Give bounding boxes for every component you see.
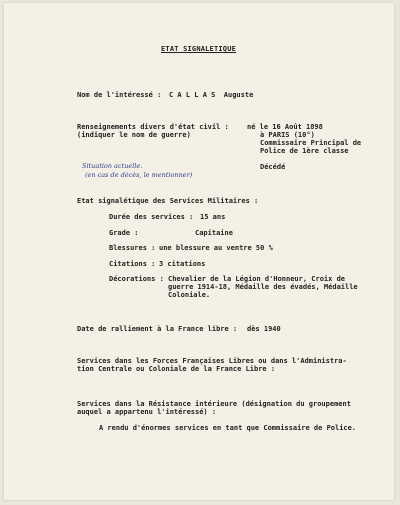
decorations-line-2: guerre 1914-18, Médaille des évadés, Médaille [168,283,358,291]
decorations-label: Décorations : [109,275,164,283]
nom-label: Nom de l'intéressé : [77,91,162,99]
nom-value: C A L L A S Auguste [169,91,254,99]
resistance-line-1: Services dans la Résistance intérieure (désignation du groupement [77,400,351,408]
rank-line-1: Commissaire Principal de [260,139,362,147]
document-title: ETAT SIGNALETIQUE [161,45,237,53]
etat-civil-label: Renseignements divers d'état civil : [77,123,229,131]
birth-place: à PARIS (10°) [260,131,315,139]
document-page [4,3,394,500]
grade-label: Grade : [109,229,139,237]
services-militaires-label: Etat signalétique des Services Militaires : [77,197,259,205]
ffl-services-line-2: tion Centrale ou Coloniale de la France Libre : [77,365,276,373]
ralliement-value: dès 1940 [247,325,281,333]
decorations-line-1: Chevalier de la Légion d'Honneur, Croix de [168,275,346,283]
duree-value: 15 ans [200,213,226,221]
ralliement-label: Date de ralliement à la France libre : [77,325,238,333]
grade-value: Capitaine [195,229,233,237]
blessures-value: une blessure au ventre 50 % [159,244,273,252]
birth-date: né le 16 Août 1898 [247,123,323,131]
status-deceased: Décédé [260,163,286,171]
resistance-value: A rendu d'énormes services en tant que Commissaire de Police. [99,424,357,432]
handwritten-note: (en cas de décès, le mentionner) [85,171,193,179]
duree-label: Durée des services : [109,213,194,221]
citations-label: Citations : [109,260,156,268]
citations-value: 3 citations [159,260,206,268]
ffl-services-line-1: Services dans les Forces Françaises Libres ou dans l'Administra- [77,357,347,365]
resistance-line-2: auquel a appartenu l'intéressé) : [77,408,217,416]
rank-line-2: Police de 1ère classe [260,147,349,155]
blessures-label: Blessures : [109,244,156,252]
decorations-line-3: Coloniale. [168,291,211,299]
handwritten-situation: Situation actuelle. [82,162,143,170]
nom-guerre-hint: (indiquer le nom de guerre) [77,131,191,139]
